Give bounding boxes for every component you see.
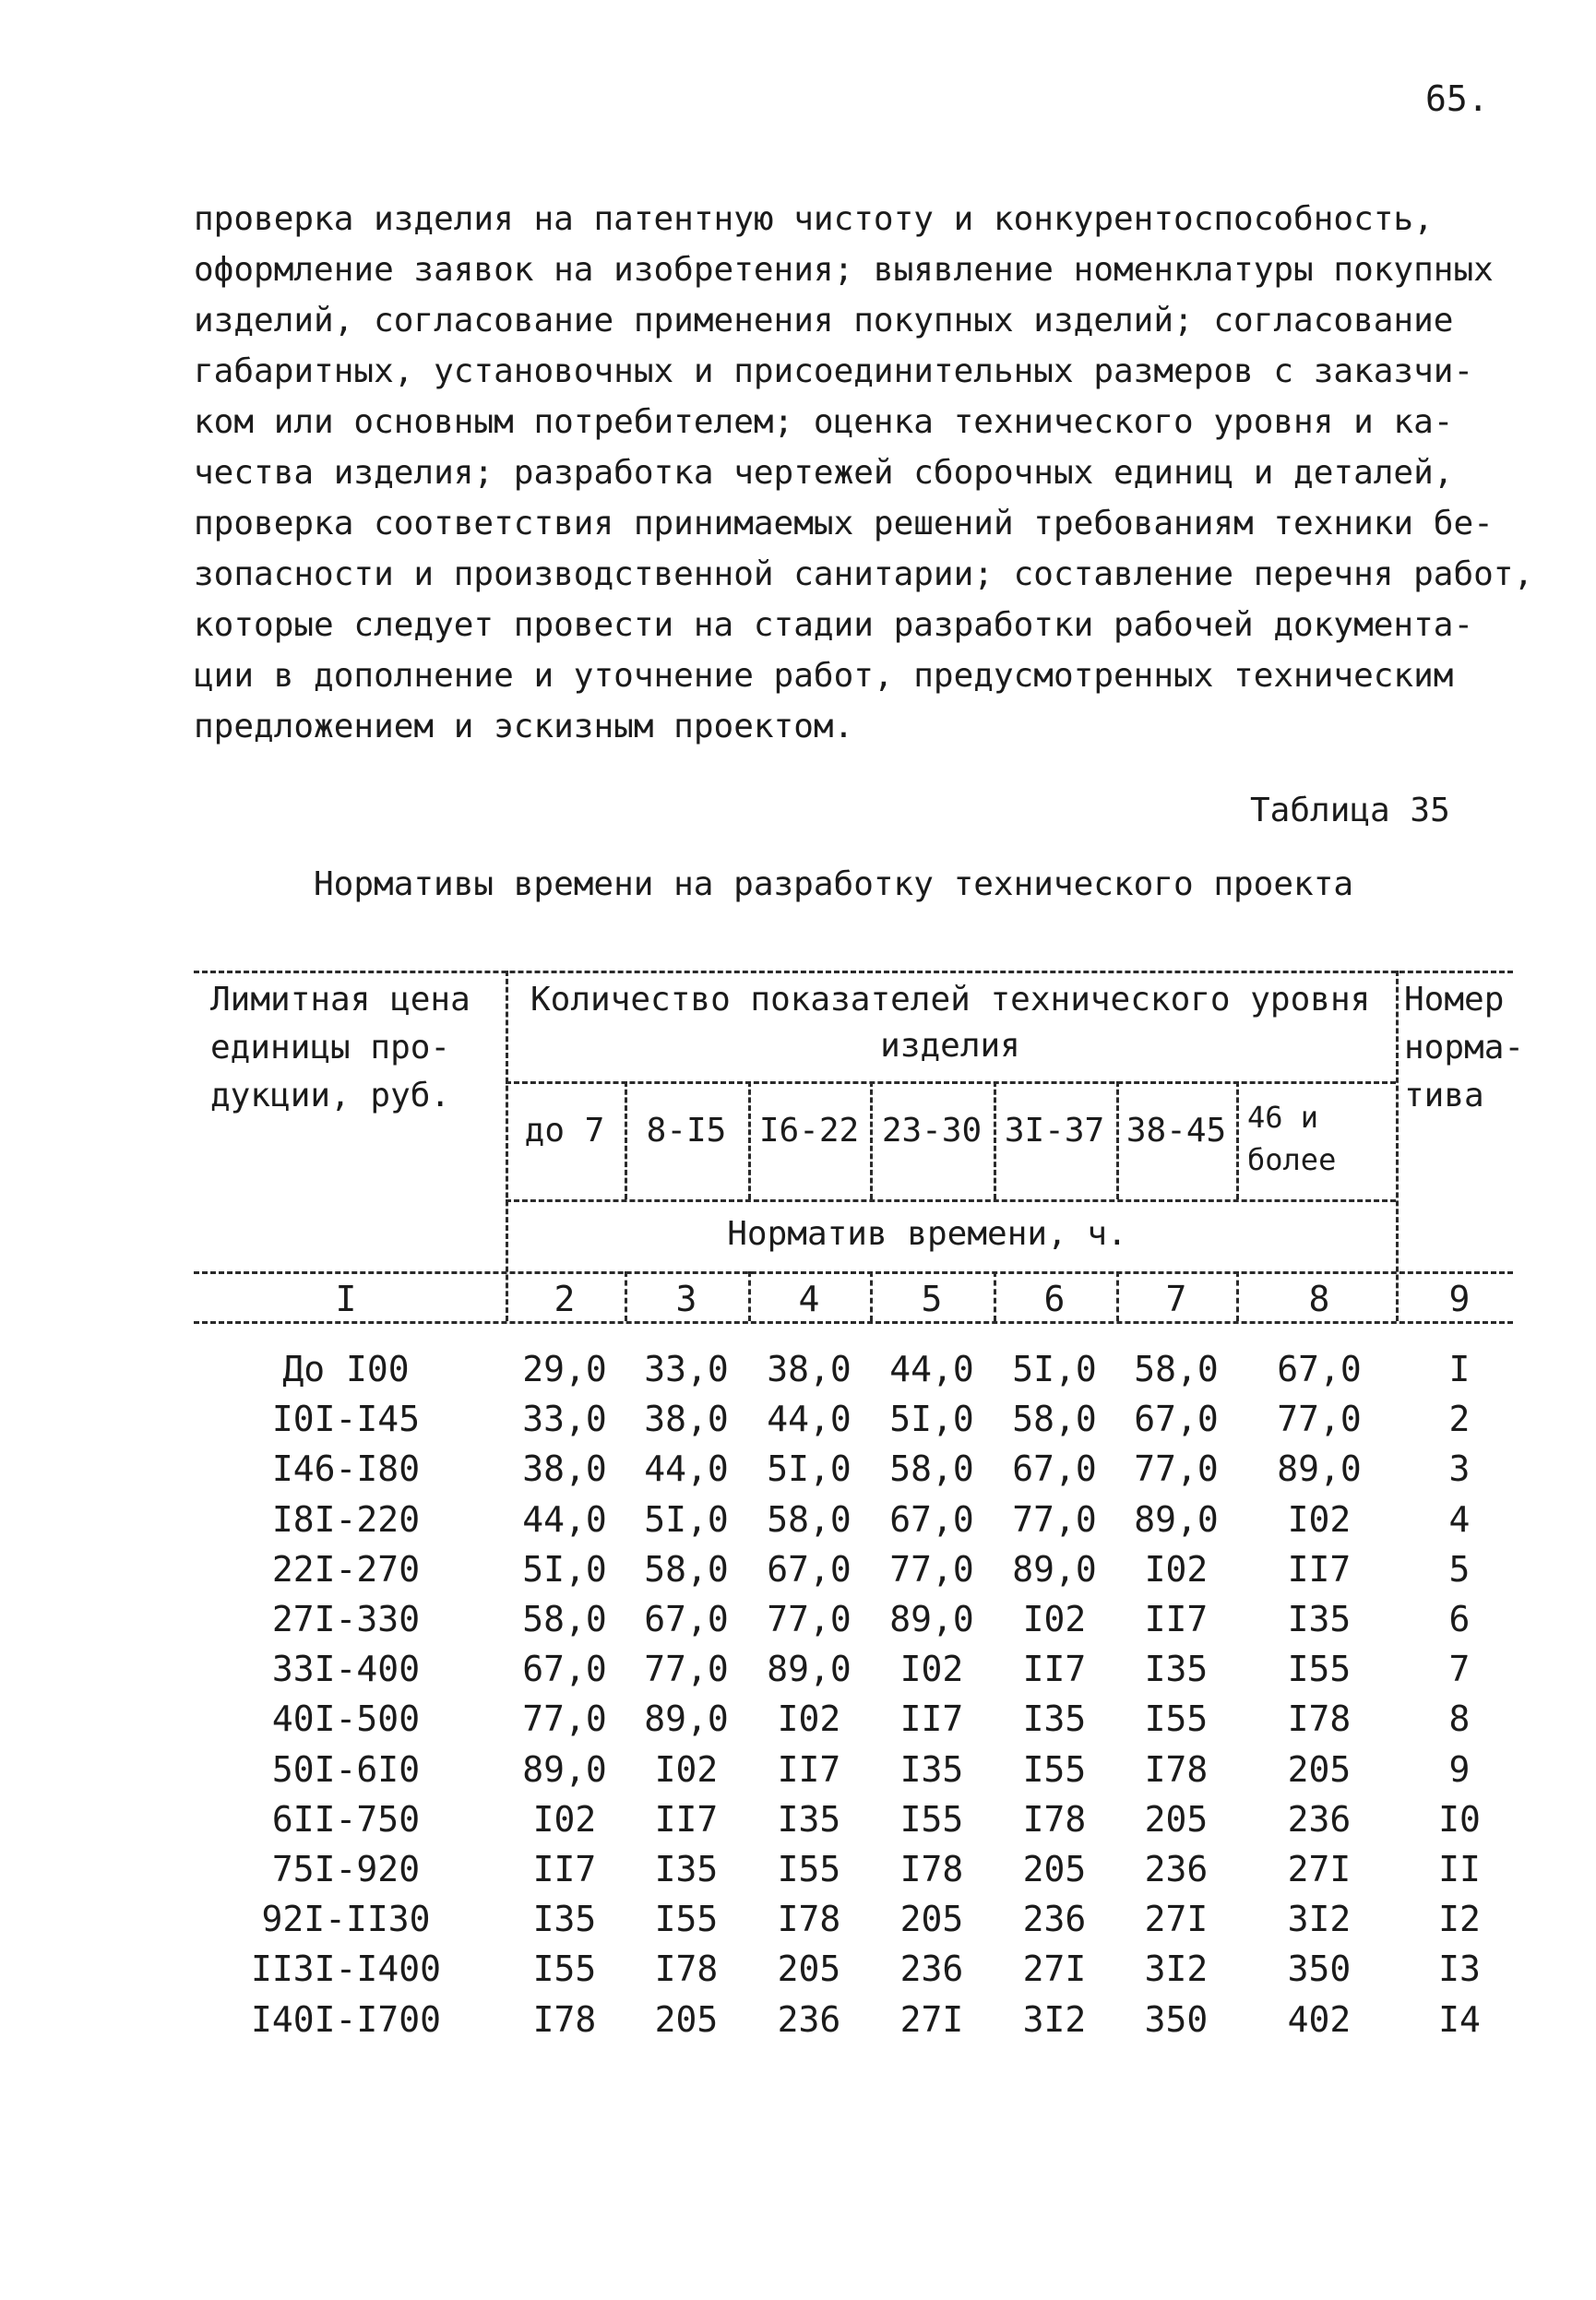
- column-number-7: 7: [1165, 1279, 1187, 1319]
- table-cell-value: I78: [654, 1948, 719, 1989]
- table-cell-value: I78: [1022, 1799, 1087, 1840]
- table-title: Нормативы времени на разработку технического проекта: [314, 865, 1354, 903]
- table-cell-value: I35: [777, 1799, 841, 1840]
- body-line: которые следует провести на стадии разработки рабочей документа-: [194, 606, 1474, 644]
- header-price-line-3: дукции, руб.: [210, 1077, 451, 1114]
- table-cell-value: 5I,0: [1012, 1349, 1097, 1389]
- table-cell-value: 67,0: [522, 1649, 607, 1689]
- table-cell-value: I55: [1022, 1749, 1087, 1790]
- header-indicators-line-2: изделия: [880, 1027, 1020, 1065]
- table-cell-value: 58,0: [889, 1448, 974, 1489]
- table-cell-norm-number: I4: [1438, 1999, 1481, 2040]
- table-cell-value: 58,0: [767, 1499, 852, 1540]
- column-number-9: 9: [1448, 1279, 1471, 1319]
- range-rule-5: [1116, 1081, 1119, 1199]
- table-cell-value: I35: [532, 1899, 597, 1939]
- table-cell-value: I55: [532, 1948, 597, 1989]
- column-number-5: 5: [921, 1279, 943, 1319]
- header-range-4: 23-30: [881, 1112, 983, 1150]
- table-cell-value: II7: [654, 1799, 719, 1840]
- table-number-label: Таблица 35: [1250, 792, 1450, 829]
- table-cell-value: I78: [1287, 1698, 1352, 1739]
- colnum-rule-2: [748, 1271, 751, 1321]
- table-cell-value: 236: [1144, 1849, 1209, 1889]
- table-cell-value: I55: [1287, 1649, 1352, 1689]
- table-cell-value: 5I,0: [522, 1549, 607, 1590]
- table-cell-value: 27I: [1144, 1899, 1209, 1939]
- table-cell-value: 27I: [899, 1999, 964, 2040]
- table-cell-price: 6II-750: [271, 1799, 421, 1840]
- table-cell-norm-number: I0: [1438, 1799, 1481, 1840]
- table-cell-value: II7: [532, 1849, 597, 1889]
- body-line: зопасности и производственной санитарии; составление перечня работ,: [194, 555, 1534, 593]
- table-cell-value: 5I,0: [889, 1399, 974, 1439]
- table-cell-value: I02: [1144, 1549, 1209, 1590]
- colnum-rule-1: [625, 1271, 627, 1321]
- header-range-5: 3I-37: [1004, 1112, 1105, 1150]
- table-cell-price: До I00: [282, 1349, 410, 1389]
- header-range-2: 8-I5: [646, 1112, 727, 1150]
- colnum-rule-3: [870, 1271, 873, 1321]
- table-cell-value: I55: [654, 1899, 719, 1939]
- table-cell-value: 67,0: [767, 1549, 852, 1590]
- range-rule-6: [1236, 1081, 1239, 1199]
- table-cell-value: 77,0: [522, 1698, 607, 1739]
- header-range-7: 46 и более: [1247, 1100, 1337, 1177]
- table-cell-value: 89,0: [1277, 1448, 1362, 1489]
- table-cell-value: 38,0: [522, 1448, 607, 1489]
- table-cell-value: 205: [777, 1948, 841, 1989]
- column-number-2: 2: [554, 1279, 576, 1319]
- body-line: ком или основным потребителем; оценка технического уровня и ка-: [194, 403, 1454, 441]
- table-cell-value: 89,0: [522, 1749, 607, 1790]
- table-cell-value: I35: [899, 1749, 964, 1790]
- table-cell-value: I02: [777, 1698, 841, 1739]
- table-cell-value: 89,0: [1012, 1549, 1097, 1590]
- colnum-rule-6: [1236, 1271, 1239, 1321]
- table-cell-value: I78: [899, 1849, 964, 1889]
- range-rule-2: [748, 1081, 751, 1199]
- table-cell-value: 67,0: [1134, 1399, 1219, 1439]
- table-cell-value: 58,0: [1134, 1349, 1219, 1389]
- table-cell-value: 236: [1022, 1899, 1087, 1939]
- table-cell-value: I02: [1022, 1599, 1087, 1639]
- table-cell-value: 44,0: [644, 1448, 729, 1489]
- table-cell-value: 58,0: [522, 1599, 607, 1639]
- table-cell-value: 205: [899, 1899, 964, 1939]
- table-cell-value: 77,0: [644, 1649, 729, 1689]
- body-line: чества изделия; разработка чертежей сборочных единиц и деталей,: [194, 454, 1454, 492]
- table-cell-value: 33,0: [522, 1399, 607, 1439]
- column-number-1: I: [335, 1279, 357, 1319]
- header-norm-number-line-2: норма-: [1404, 1029, 1525, 1067]
- table-cell-value: I02: [654, 1749, 719, 1790]
- header-price-line-1: Лимитная цена: [210, 981, 470, 1019]
- table-cell-value: II7: [1287, 1549, 1352, 1590]
- table-cell-value: 89,0: [767, 1649, 852, 1689]
- table-cell-value: 77,0: [1277, 1399, 1362, 1439]
- table-cell-value: 58,0: [1012, 1399, 1097, 1439]
- price-column-rule: [506, 971, 508, 1321]
- table-cell-price: 22I-270: [271, 1549, 421, 1590]
- table-cell-value: II7: [777, 1749, 841, 1790]
- header-price-line-2: единицы про-: [210, 1029, 451, 1067]
- table-cell-price: I8I-220: [271, 1499, 421, 1540]
- table-cell-value: I35: [1022, 1698, 1087, 1739]
- header-norm-number-line-1: Номер: [1404, 981, 1505, 1019]
- table-cell-norm-number: 7: [1448, 1649, 1471, 1689]
- indicators-divider-rule: [506, 1081, 1396, 1084]
- table-top-rule: [194, 971, 1513, 973]
- table-cell-value: 33,0: [644, 1349, 729, 1389]
- table-cell-value: 205: [654, 1999, 719, 2040]
- table-cell-value: I02: [532, 1799, 597, 1840]
- table-cell-value: 3I2: [1022, 1999, 1087, 2040]
- table-cell-value: 27I: [1022, 1948, 1087, 1989]
- range-rule-4: [994, 1081, 996, 1199]
- table-cell-value: 89,0: [1134, 1499, 1219, 1540]
- table-cell-value: I78: [1144, 1749, 1209, 1790]
- body-line: проверка соответствия принимаемых решений требованиям техники бе-: [194, 505, 1494, 542]
- table-cell-norm-number: I: [1448, 1349, 1471, 1389]
- table-cell-value: I55: [899, 1799, 964, 1840]
- table-cell-value: 350: [1287, 1948, 1352, 1989]
- table-cell-value: 89,0: [889, 1599, 974, 1639]
- body-line: предложением и эскизным проектом.: [194, 708, 854, 745]
- table-cell-value: I78: [532, 1999, 597, 2040]
- table-cell-value: 29,0: [522, 1349, 607, 1389]
- table-cell-value: I35: [654, 1849, 719, 1889]
- table-cell-value: 5I,0: [644, 1499, 729, 1540]
- table-cell-value: II7: [899, 1698, 964, 1739]
- header-norm-number-line-3: тива: [1404, 1077, 1484, 1114]
- body-line: проверка изделия на патентную чистоту и конкурентоспособность,: [194, 200, 1434, 238]
- table-cell-norm-number: 9: [1448, 1749, 1471, 1790]
- table-cell-value: I35: [1144, 1649, 1209, 1689]
- range-rule-3: [870, 1081, 873, 1199]
- table-cell-price: II3I-I400: [251, 1948, 441, 1989]
- table-cell-norm-number: 3: [1448, 1448, 1471, 1489]
- header-indicators-line-1: Количество показателей технического уровня: [530, 981, 1371, 1019]
- table-cell-value: 77,0: [1012, 1499, 1097, 1540]
- table-cell-value: 38,0: [767, 1349, 852, 1389]
- table-cell-norm-number: 8: [1448, 1698, 1471, 1739]
- table-cell-price: 33I-400: [271, 1649, 421, 1689]
- table-cell-value: 38,0: [644, 1399, 729, 1439]
- table-cell-value: 236: [777, 1999, 841, 2040]
- table-cell-value: 205: [1144, 1799, 1209, 1840]
- colnum-rule-5: [1116, 1271, 1119, 1321]
- column-number-6: 6: [1043, 1279, 1066, 1319]
- table-cell-price: 50I-6I0: [271, 1749, 421, 1790]
- table-cell-norm-number: 4: [1448, 1499, 1471, 1540]
- body-line: ции в дополнение и уточнение работ, предусмотренных техническим: [194, 657, 1454, 695]
- body-line: изделий, согласование применения покупных изделий; согласование: [194, 302, 1454, 340]
- table-cell-value: I55: [1144, 1698, 1209, 1739]
- table-cell-value: I78: [777, 1899, 841, 1939]
- table-cell-value: 67,0: [889, 1499, 974, 1540]
- body-line: габаритных, установочных и присоединительных размеров с заказчи-: [194, 352, 1474, 390]
- table-cell-price: I40I-I700: [251, 1999, 441, 2040]
- table-cell-norm-number: I3: [1438, 1948, 1481, 1989]
- table-cell-norm-number: II: [1438, 1849, 1481, 1889]
- table-cell-value: 402: [1287, 1999, 1352, 2040]
- table-cell-price: 40I-500: [271, 1698, 421, 1739]
- table-cell-value: I55: [777, 1849, 841, 1889]
- norm-column-rule: [1396, 971, 1399, 1321]
- header-range-3: I6-22: [758, 1112, 860, 1150]
- table-cell-value: 77,0: [767, 1599, 852, 1639]
- table-cell-value: 67,0: [644, 1599, 729, 1639]
- table-cell-value: 89,0: [644, 1698, 729, 1739]
- table-cell-norm-number: I2: [1438, 1899, 1481, 1939]
- table-cell-value: 236: [899, 1948, 964, 1989]
- table-cell-value: 5I,0: [767, 1448, 852, 1489]
- table-cell-value: 67,0: [1012, 1448, 1097, 1489]
- column-numbers-bottom-rule: [194, 1321, 1513, 1324]
- table-cell-value: 44,0: [767, 1399, 852, 1439]
- table-cell-value: II7: [1022, 1649, 1087, 1689]
- table-cell-value: 67,0: [1277, 1349, 1362, 1389]
- table-cell-value: 350: [1144, 1999, 1209, 2040]
- body-line: оформление заявок на изобретения; выявление номенклатуры покупных: [194, 251, 1494, 289]
- table-cell-value: 3I2: [1144, 1948, 1209, 1989]
- table-cell-norm-number: 2: [1448, 1399, 1471, 1439]
- table-cell-value: 236: [1287, 1799, 1352, 1840]
- range-rule-1: [625, 1081, 627, 1199]
- table-cell-value: I35: [1287, 1599, 1352, 1639]
- table-cell-value: 58,0: [644, 1549, 729, 1590]
- header-range-6: 38-45: [1126, 1112, 1227, 1150]
- column-number-4: 4: [798, 1279, 820, 1319]
- table-cell-price: 75I-920: [271, 1849, 421, 1889]
- table-cell-value: 77,0: [889, 1549, 974, 1590]
- table-cell-value: 205: [1287, 1749, 1352, 1790]
- colnum-rule-4: [994, 1271, 996, 1321]
- table-cell-value: 44,0: [889, 1349, 974, 1389]
- table-cell-value: I02: [899, 1649, 964, 1689]
- table-cell-price: 92I-II30: [261, 1899, 431, 1939]
- table-cell-price: 27I-330: [271, 1599, 421, 1639]
- table-cell-value: 77,0: [1134, 1448, 1219, 1489]
- table-cell-norm-number: 6: [1448, 1599, 1471, 1639]
- column-number-3: 3: [675, 1279, 697, 1319]
- table-cell-value: II7: [1144, 1599, 1209, 1639]
- table-cell-value: 27I: [1287, 1849, 1352, 1889]
- table-cell-norm-number: 5: [1448, 1549, 1471, 1590]
- header-bottom-rule: [194, 1271, 1513, 1274]
- table-cell-value: I02: [1287, 1499, 1352, 1540]
- table-cell-price: I46-I80: [271, 1448, 421, 1489]
- page-number: 65.: [1425, 78, 1489, 119]
- column-number-8: 8: [1308, 1279, 1330, 1319]
- header-range-1: до 7: [524, 1112, 605, 1150]
- table-cell-value: 205: [1022, 1849, 1087, 1889]
- table-cell-price: I0I-I45: [271, 1399, 421, 1439]
- header-norm-time: Норматив времени, ч.: [727, 1215, 1127, 1253]
- table-cell-value: 3I2: [1287, 1899, 1352, 1939]
- table-cell-value: 44,0: [522, 1499, 607, 1540]
- ranges-bottom-rule: [506, 1199, 1396, 1202]
